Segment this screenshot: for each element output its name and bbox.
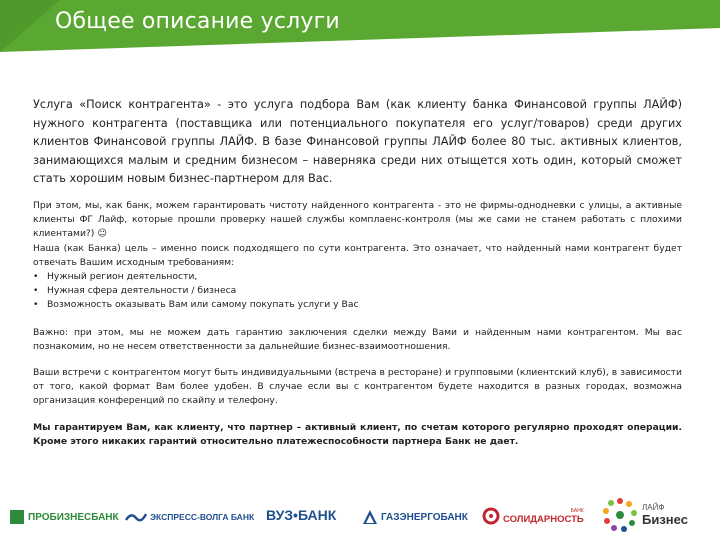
logo-solidarnost: БАНК СОЛИДАРНОСТЬ [482,507,584,525]
life-dots-icon [600,495,640,535]
bullet-icon: • [33,285,39,297]
header-bar [0,0,720,52]
intro-paragraph: Услуга «Поиск контрагента» - это услуга подбора Вам (как клиенту банка Финансовой группы ЛАЙФ) нужного контрагента (поставщика или потенциального покупателя его услуг/товаров) среди других клиентов Финансовой группы ЛАЙФ. В базе Финансовой группы ЛАЙФ более 80 тыс. активных клиентов, занимающихся малым и средним бизнесом – наверняка среди них отыщется хоть один, который сможет стать хорошим новым бизнес-партнером для Вас. [33,98,682,186]
logo-gazenergobank: ГАЗЭНЕРГОБАНК [362,509,468,525]
important-paragraph: Важно: при этом, мы не можем дать гарантию заключения сделки между Вами и найденным нами контрагентом. Мы вас познакомим, но не несем ответственности за дальнейшие бизнес-взаимоотношения. [33,326,682,352]
bullet-icon: • [33,299,39,311]
swirl-icon [482,507,500,525]
page-title: Общее описание услуги [55,9,340,34]
goal-paragraph: Наша (как Банка) цель – именно поиск подходящего по сути контрагента. Это означает, что найденный нами контрагент будет отвечать Вашим исходным требованиям: [33,242,682,268]
verify-paragraph: При этом, мы, как банк, можем гарантировать чистоту найденного контрагента - это не фирмы-однодневки с улицы, а активные клиенты ФГ Лайф, которые прошли проверку нашей службы комплаенс-контроля (мы же сами не станем работать с плохими клиентами?) ☺ [33,199,682,240]
logo-vuz-bank: ВУЗ•БАНК [266,507,337,523]
meetings-paragraph: Ваши встречи с контрагентом могут быть индивидуальными (встреча в ресторане) и групповыми (клиентский клуб), в зависимости от того, какой формат Вам более удобен. В случае если вы с контрагентом будете находится в разных городах, возможна организация конференций по скайпу и телефону. [33,367,682,407]
guarantee-paragraph: Мы гарантируем Вам, как клиенту, что партнер – активный клиент, по счетам которого регулярно проходят операции. Кроме этого никаких гарантий относительно платежеспособности партнера Банк не дает. [33,421,682,447]
logo-express-volga: ЭКСПРЕСС-ВОЛГА БАНК [125,510,254,524]
logo-life-business: ЛАЙФ Бизнес [600,495,688,535]
wave-icon [125,510,147,524]
triangle-icon [362,509,378,525]
content-area [33,96,682,449]
partner-logos [0,495,720,540]
probiznesbank-icon [10,510,24,524]
logo-probiznesbank: ПРОБИЗНЕСБАНК [10,510,119,524]
list-item: • Нужная сфера деятельности / бизнеса [33,284,682,298]
list-item: • Нужный регион деятельности, [33,270,682,284]
list-item: • Возможность оказывать Вам или самому покупать услуги у Вас [33,298,682,312]
bullet-icon: • [33,270,39,282]
requirements-list [33,270,682,313]
